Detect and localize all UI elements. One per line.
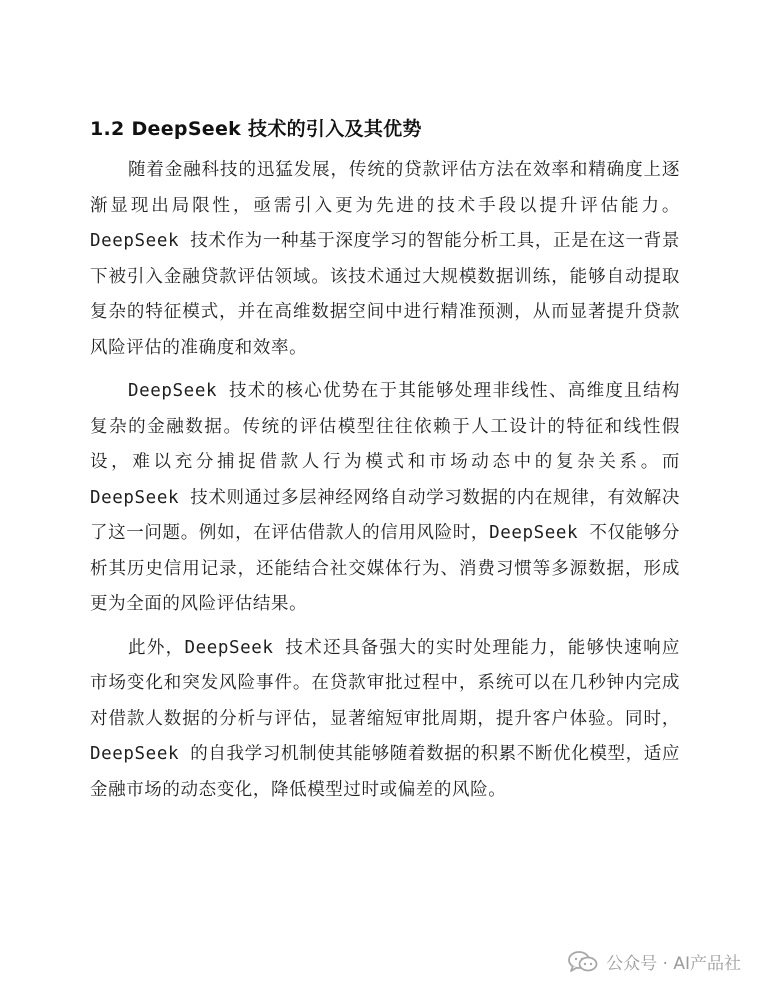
watermark — [568, 949, 741, 974]
paragraph-3: 此外，DeepSeek 技术还具备强大的实时处理能力，能够快速响应市场变化和突发风险事件。在贷款审批过程中，系统可以在几秒钟内完成对借款人数据的分析与评估，显著缩短审批周期，提升客户体验。同时，DeepSeek 的自我学习机制使其能够随着数据的积累不断优化模型，适应金融市场的动态变化，降低模型过时或偏差的风险。 — [90, 637, 680, 800]
body-text — [90, 153, 680, 816]
section-heading: 1.2 DeepSeek 技术的引入及其优势 — [90, 118, 422, 140]
paragraph-1: 随着金融科技的迅猛发展，传统的贷款评估方法在效率和精确度上逐渐显现出局限性，亟需引入更为先进的技术手段以提升评估能力。DeepSeek 技术作为一种基于深度学习的智能分析工具，正是在这一背景下被引入金融贷款评估领域。该技术通过大规模数据训练，能够自动提取复杂的特征模式，并在高维数据空间中进行精准预测，从而显著提升贷款风险评估的准确度和效率。 — [90, 160, 680, 358]
watermark-text: 公众号 · AI产品社 — [606, 954, 741, 974]
paragraph-2: DeepSeek 技术的核心优势在于其能够处理非线性、高维度且结构复杂的金融数据。传统的评估模型往往依赖于人工设计的特征和线性假设，难以充分捕捉借款人行为模式和市场动态中的复杂关系。而 DeepSeek 技术则通过多层神经网络自动学习数据的内在规律，有效解决了这一问题。例如，在评估借款人的信用风险时，DeepSeek 不仅能够分析其历史信用记录，还能结合社交媒体行为、消费习惯等多源数据，形成更为全面的风险评估结果。 — [90, 381, 680, 614]
wechat-chat-icon — [568, 950, 598, 974]
